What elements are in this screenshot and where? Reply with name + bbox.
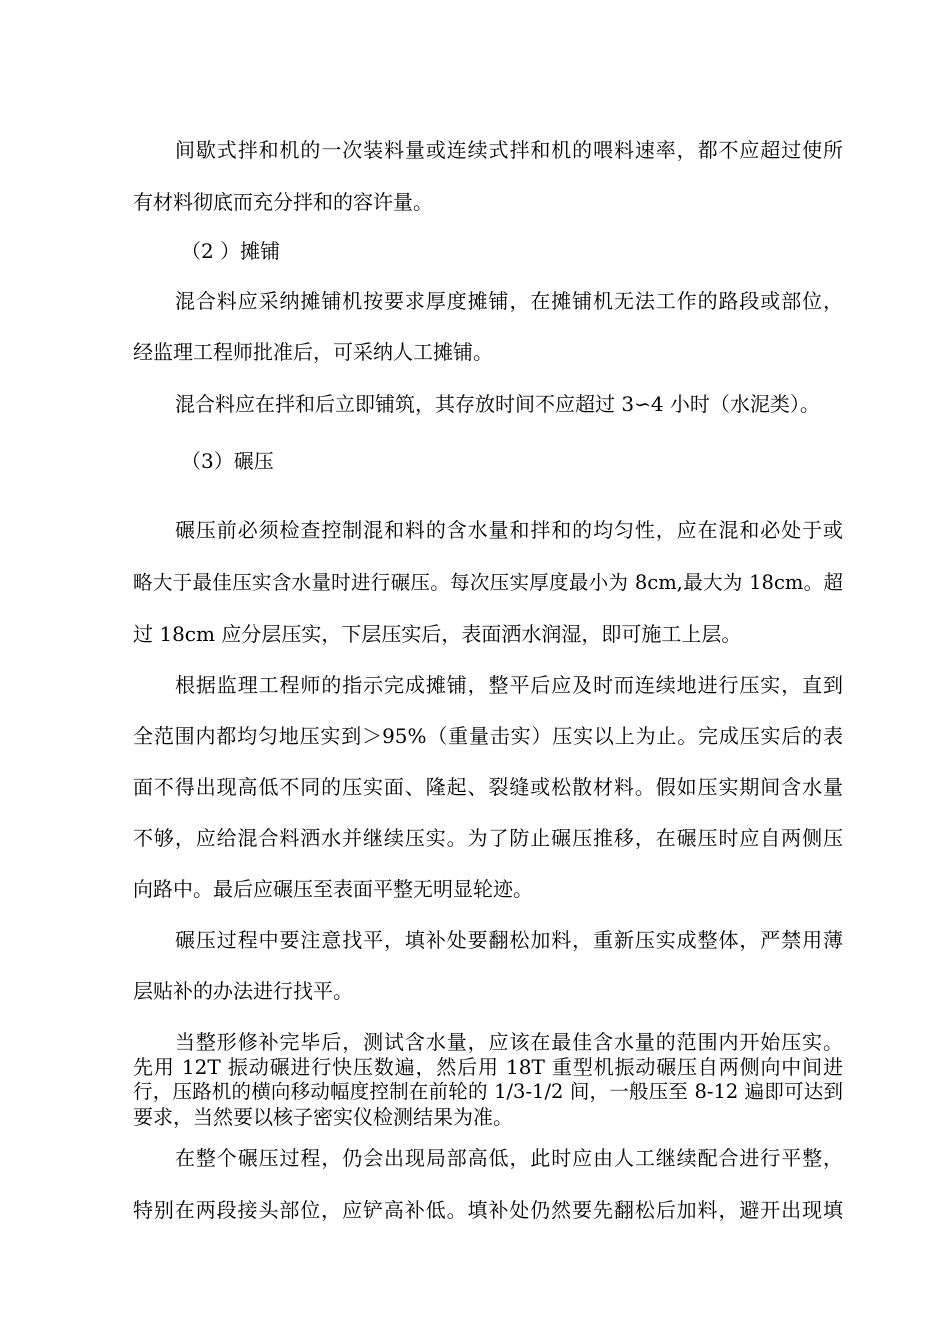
text-line: 经监理工程师批准后，可采纳人工摊铺。 [133,340,493,364]
text-line: 略大于最佳压实含水量时进行碾压。每次压实厚度最小为 8cm,最大为 18cm。超 [133,571,843,594]
text-line: 碾压前必须检查控制混和料的含水量和拌和的均匀性，应在混和必处于或 [175,518,843,542]
text-line: 根据监理工程师的指示完成摊铺，整平后应及时而连续地进行压实，直到 [175,673,843,697]
text-line: 行，压路机的横向移动幅度控制在前轮的 1/3-1/2 间，一般压至 8-12 遍即可达到 [133,1080,843,1103]
text-line: 先用 12T 振动碾进行快压数遍，然后用 18T 重型机振动碾压自两侧向中间进 [133,1055,843,1079]
paragraph-final-leveling [133,1148,843,1168]
paragraph-roller-procedure-4 [133,1107,843,1127]
text-line: 有材料彻底而充分拌和的容许量。 [133,190,433,214]
text-line: 面不得出现高低不同的压实面、隆起、裂缝或松散材料。假如压实期间含水量 [133,775,843,799]
text-line: 混合料应在拌和后立即铺筑，其存放时间不应超过 3∽4 小时（水泥类）。 [175,392,820,416]
paragraph-compaction-standard-4 [133,828,843,848]
paragraph-compaction-check-3 [133,624,843,644]
paragraph-roller-procedure-3 [133,1082,843,1102]
section-heading-compaction [133,451,843,471]
text-line: （3）碾压 [181,449,274,473]
text-line: 向路中。最后应碾压至表面平整无明显轮迹。 [133,877,533,901]
paragraph-storage-time [133,394,843,414]
text-line: 在整个碾压过程，仍会出现局部高低，此时应由人工继续配合进行平整， [175,1146,843,1170]
text-line: 间歇式拌和机的一次装料量或连续式拌和机的喂料速率，都不应超过使所 [175,138,843,162]
text-line: 过 18cm 应分层压实，下层压实后，表面洒水润湿，即可施工上层。 [133,622,742,646]
paragraph-compaction-standard [133,675,843,695]
paragraph-leveling-cont [133,981,843,1001]
paragraph-paving-method-cont [133,342,843,362]
paragraph-roller-procedure-2 [133,1057,843,1077]
paragraph-compaction-standard-3 [133,777,843,797]
text-line: 全范围内都均匀地压实到＞95%（重量击实）压实以上为止。完成压实后的表 [133,724,843,748]
paragraph-paving-method [133,291,843,311]
section-heading-paving [133,241,843,261]
text-line: 混合料应采纳摊铺机按要求厚度摊铺，在摊铺机无法工作的路段或部位， [175,289,843,313]
text-line: 层贴补的办法进行找平。 [133,979,353,1003]
paragraph-roller-procedure [133,1032,843,1052]
text-line: 当整形修补完毕后，测试含水量，应该在最佳含水量的范围内开始压实。 [175,1030,843,1054]
text-line: 要求，当然要以核子密实仪检测结果为准。 [133,1105,513,1129]
text-line: 碾压过程中要注意找平，填补处要翻松加料，重新压实成整体，严禁用薄 [175,928,843,952]
text-line: 特别在两段接头部位，应铲高补低。填补处仍然要先翻松后加料，避开出现填 [133,1198,843,1222]
paragraph-mixing-capacity [133,140,843,160]
paragraph-final-leveling-cont [133,1200,843,1220]
paragraph-compaction-check [133,520,843,540]
paragraph-compaction-check-2 [133,573,843,593]
paragraph-compaction-standard-5 [133,879,843,899]
paragraph-compaction-standard-2 [133,726,843,746]
paragraph-mixing-capacity-cont [133,192,843,212]
paragraph-leveling [133,930,843,950]
text-line: 不够，应给混合料洒水并继续压实。为了防止碾压推移，在碾压时应自两侧压 [133,826,843,850]
text-line: （2 ）摊铺 [181,239,281,263]
